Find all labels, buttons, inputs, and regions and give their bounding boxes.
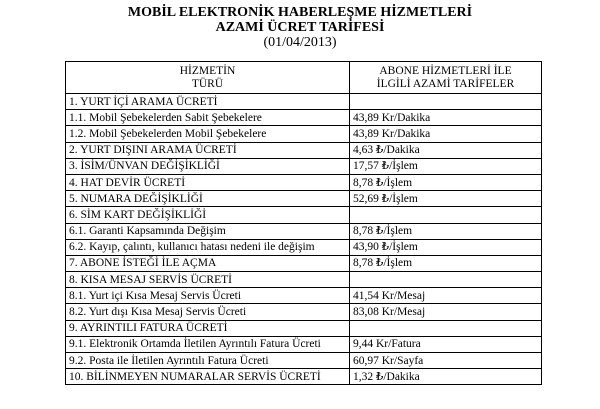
service-name-cell: 6.2. Kayıp, çalıntı, kullanıcı hatası nedeni ile değişim — [66, 239, 350, 255]
service-type-header-line2: TÜRÜ — [191, 77, 224, 90]
service-name-cell: 2. YURT DIŞINI ARAMA ÜCRETİ — [66, 142, 350, 158]
tariff-value-cell — [350, 94, 542, 110]
table-header-row — [66, 62, 542, 94]
service-name-cell: 8. KISA MESAJ SERVİS ÜCRETİ — [66, 272, 350, 288]
table-row — [66, 239, 542, 255]
tariff-value-cell: 9,44 Kr/Fatura — [350, 336, 542, 352]
table-row — [66, 110, 542, 126]
service-name-cell: 6. SİM KART DEĞİŞİKLİĞİ — [66, 207, 350, 223]
service-name-cell: 9.2. Posta ile İletilen Ayrıntılı Fatura Ücreti — [66, 353, 350, 369]
table-row — [66, 207, 542, 223]
service-name-cell: 1.1. Mobil Şebekelerden Sabit Şebekelere — [66, 110, 350, 126]
table-row — [66, 158, 542, 174]
table-row — [66, 142, 542, 158]
table-row — [66, 174, 542, 190]
table-row — [66, 126, 542, 142]
document-date: (01/04/2013) — [263, 35, 337, 50]
service-name-cell: 1.2. Mobil Şebekelerden Mobil Şebekelere — [66, 126, 350, 142]
tariff-value-cell: 43,90 ₺/İşlem — [350, 239, 542, 255]
service-name-cell: 10. BİLİNMEYEN NUMARALAR SERVİS ÜCRETİ — [66, 369, 350, 385]
tariff-value-cell: 43,89 Kr/Dakika — [350, 126, 542, 142]
service-name-cell: 9. AYRINTILI FATURA ÜCRETİ — [66, 320, 350, 336]
tariff-value-cell: 4,63 ₺/Dakika — [350, 142, 542, 158]
table-row — [66, 255, 542, 271]
max-tariff-header-line1: ABONE HİZMETLERİ İLE — [379, 64, 512, 77]
service-name-cell: 8.1. Yurt içi Kısa Mesaj Servis Ücreti — [66, 288, 350, 304]
table-row — [66, 94, 542, 110]
tariff-value-cell: 8,78 ₺/İşlem — [350, 223, 542, 239]
tariff-value-cell — [350, 272, 542, 288]
table-row — [66, 223, 542, 239]
tariff-value-cell: 1,32 ₺/Dakika — [350, 369, 542, 385]
service-type-header — [66, 62, 350, 94]
table-row — [66, 288, 542, 304]
service-name-cell: 7. ABONE İSTEĞİ İLE AÇMA — [66, 255, 350, 271]
table-row — [66, 353, 542, 369]
tariff-value-cell: 83,08 Kr/Mesaj — [350, 304, 542, 320]
document-title-line2: AZAMİ ÜCRET TARİFESİ — [215, 20, 385, 35]
table-row — [66, 369, 542, 385]
service-name-cell: 9.1. Elektronik Ortamda İletilen Ayrıntılı Fatura Ücreti — [66, 336, 350, 352]
tariff-value-cell: 8,78 ₺/İşlem — [350, 174, 542, 190]
service-name-cell: 5. NUMARA DEĞİŞİKLİĞİ — [66, 191, 350, 207]
service-name-cell: 6.1. Garanti Kapsamında Değişim — [66, 223, 350, 239]
table-row — [66, 336, 542, 352]
table-row — [66, 191, 542, 207]
max-tariff-header — [350, 62, 542, 94]
table-row — [66, 320, 542, 336]
tariff-value-cell: 43,89 Kr/Dakika — [350, 110, 542, 126]
tariff-table — [65, 61, 542, 385]
table-row — [66, 272, 542, 288]
tariff-value-cell: 17,57 ₺/İşlem — [350, 158, 542, 174]
document-title-line1: MOBİL ELEKTRONİK HABERLEŞME HİZMETLERİ — [127, 5, 473, 20]
service-type-header-line1: HİZMETİN — [179, 64, 236, 77]
service-name-cell: 1. YURT İÇİ ARAMA ÜCRETİ — [66, 94, 350, 110]
service-name-cell: 8.2. Yurt dışı Kısa Mesaj Servis Ücreti — [66, 304, 350, 320]
tariff-value-cell: 41,54 Kr/Mesaj — [350, 288, 542, 304]
tariff-value-cell: 8,78 ₺/İşlem — [350, 255, 542, 271]
tariff-value-cell — [350, 207, 542, 223]
max-tariff-header-line2: İLGİLİ AZAMİ TARİFELER — [376, 77, 515, 90]
service-name-cell: 4. HAT DEVİR ÜCRETİ — [66, 174, 350, 190]
tariff-value-cell: 52,69 ₺/İşlem — [350, 191, 542, 207]
tariff-table-body — [66, 94, 542, 385]
tariff-value-cell: 60,97 Kr/Sayfa — [350, 353, 542, 369]
tariff-value-cell — [350, 320, 542, 336]
table-row — [66, 304, 542, 320]
service-name-cell: 3. İSİM/ÜNVAN DEĞİŞİKLİĞİ — [66, 158, 350, 174]
